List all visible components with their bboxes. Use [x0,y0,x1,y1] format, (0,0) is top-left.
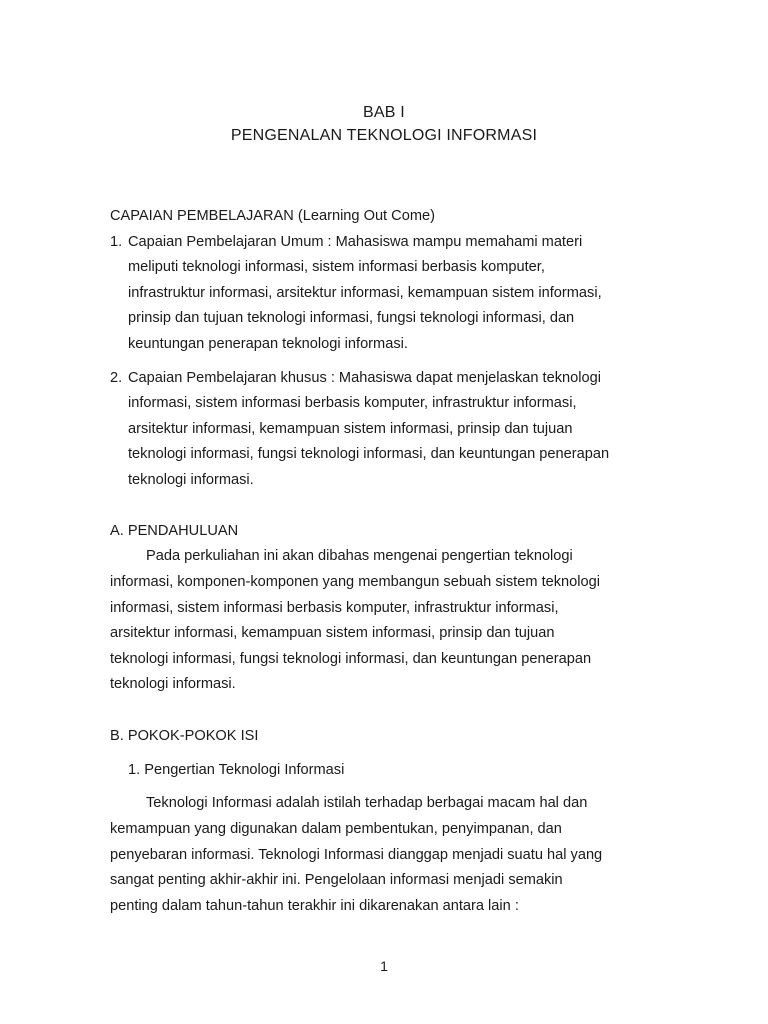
section-b-line: sangat penting akhir-akhir ini. Pengelolaan informasi menjadi semakin [110,872,563,888]
outcome-1-line: prinsip dan tujuan teknologi informasi, fungsi teknologi informasi, dan [128,310,575,326]
section-a-line: arsitektur informasi, kemampuan sistem informasi, prinsip dan tujuan [110,625,555,641]
section-b-heading: B. POKOK-POKOK ISI [110,728,259,744]
learning-outcomes-heading: CAPAIAN PEMBELAJARAN (Learning Out Come) [110,208,435,224]
section-a-line: informasi, sistem informasi berbasis komputer, infrastruktur informasi, [110,600,559,616]
chapter-title: PENGENALAN TEKNOLOGI INFORMASI [230,127,538,144]
outcome-1-line: Capaian Pembelajaran Umum : Mahasiswa mampu memahami materi [128,234,583,250]
outcome-1-line: meliputi teknologi informasi, sistem informasi berbasis komputer, [128,259,545,275]
section-b-subheading: 1. Pengertian Teknologi Informasi [128,762,345,778]
chapter-label: BAB I [363,104,405,121]
section-a-line: teknologi informasi, fungsi teknologi informasi, dan keuntungan penerapan [110,651,592,667]
section-b-line: penting dalam tahun-tahun terakhir ini dikarenakan antara lain : [110,898,519,914]
section-b-line: Teknologi Informasi adalah istilah terhadap berbagai macam hal dan [146,795,588,811]
outcome-2-line: Capaian Pembelajaran khusus : Mahasiswa dapat menjelaskan teknologi [128,370,601,386]
outcome-2-number: 2. [110,370,123,386]
outcome-2-line: teknologi informasi. [128,472,254,488]
section-b-line: kemampuan yang digunakan dalam pembentukan, penyimpanan, dan [110,821,562,837]
outcome-2-line: teknologi informasi, fungsi teknologi informasi, dan keuntungan penerapan [128,446,610,462]
outcome-2-line: arsitektur informasi, kemampuan sistem informasi, prinsip dan tujuan [128,421,573,437]
outcome-1-line: keuntungan penerapan teknologi informasi. [128,336,408,352]
section-a-line: informasi, komponen-komponen yang membangun sebuah sistem teknologi [110,574,600,590]
section-a-line: Pada perkuliahan ini akan dibahas mengenai pengertian teknologi [146,548,573,564]
section-a-line: teknologi informasi. [110,676,236,692]
section-b-line: penyebaran informasi. Teknologi Informasi dianggap menjadi suatu hal yang [110,847,603,863]
outcome-1-number: 1. [110,234,123,250]
outcome-2-line: informasi, sistem informasi berbasis komputer, infrastruktur informasi, [128,395,577,411]
section-a-heading: A. PENDAHULUAN [110,523,239,539]
outcome-1-line: infrastruktur informasi, arsitektur informasi, kemampuan sistem informasi, [128,285,602,301]
page-number: 1 [380,958,388,974]
